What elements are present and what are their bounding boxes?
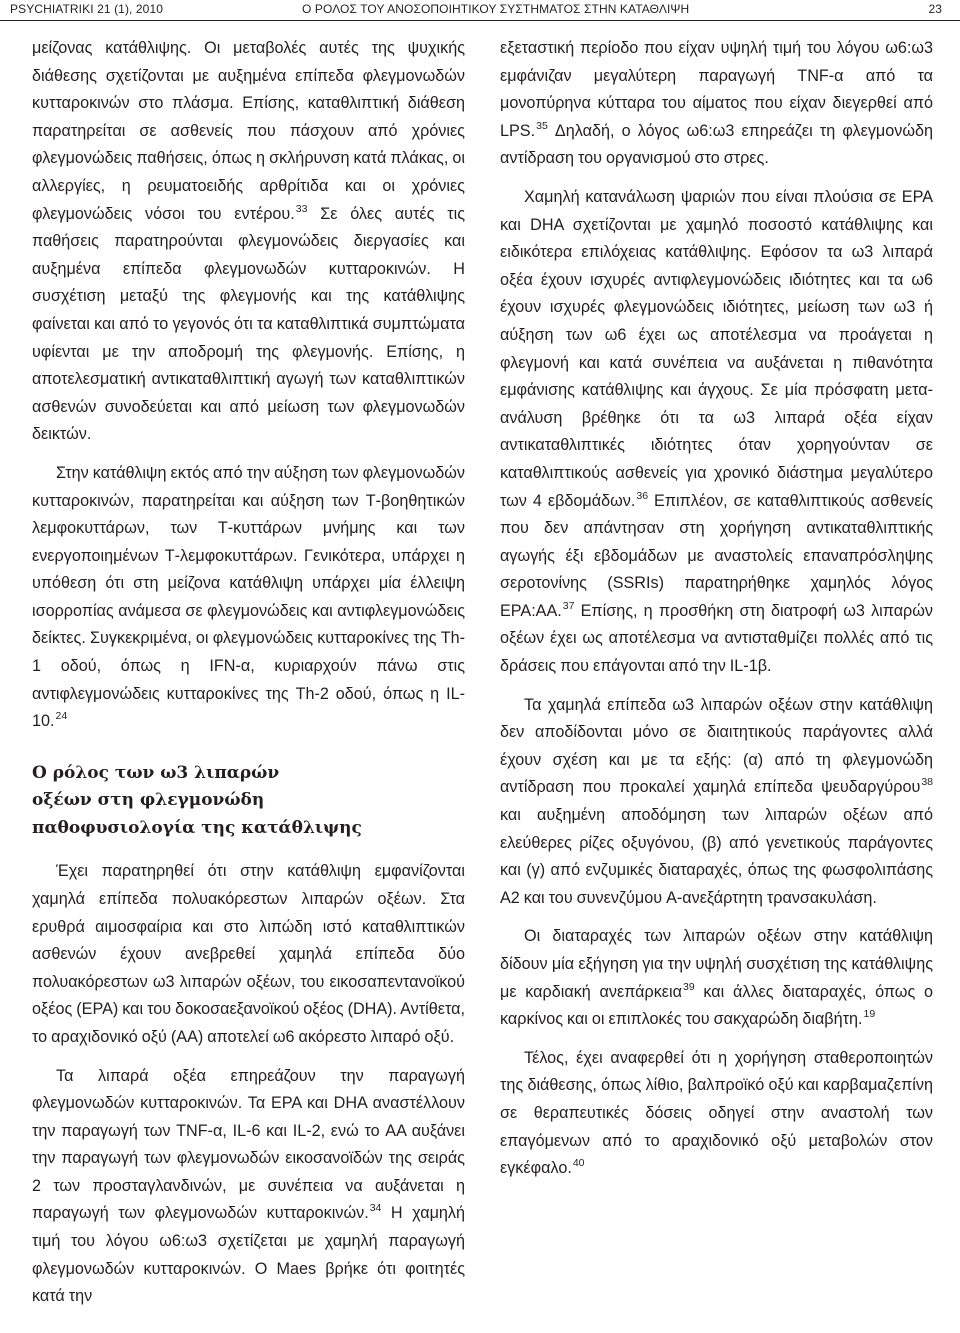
paragraph-exam-stress [500, 35, 933, 173]
citation-ref: 36 [636, 489, 649, 502]
text-segment: Στην κατάθλιψη εκτός από την αύξηση των φλεγμονωδών κυτταροκινών, παρατηρείται και αύξηση των Τ-βοηθητικών λεμφοκυττάρων, των Τ-κυττάρων μνήμης και των ενεργοποιημένων Τ-λεμφοκυττάρων. Γενικότερα, υπάρχει η υπόθεση ότι στη μείζονα κατάθλιψη υπάρχει μία έλλειψη ισορροπίας ανάμεσα σε φλεγμονώδεις και αντιφλεγμονώδεις δείκτες. Συγκεκριμένα, οι φλεγμονώδεις κυτταροκίνες της Th-1 οδού, όπως η IFN-α, κυριαρχούν πάνω στις αντιφλεγμονώδεις κυτταροκίνες της Th-2 οδού, όπως η IL-10. [32, 463, 465, 731]
text-segment: Τα χαμηλά επίπεδα ω3 λιπαρών οξέων στην κατάθλιψη δεν αποδίδονται μόνο σε διαιτητικούς παράγοντες αλλά έχουν σχέση και με τα εξής: (α) από τη φλεγμονώδη αντίδραση που προκαλεί χαμηλά επίπεδα ψευδαργύρου [500, 695, 933, 797]
citation-ref: 34 [369, 1202, 382, 1215]
citation-ref: 40 [572, 1157, 585, 1170]
page-number: 23 [928, 2, 942, 16]
citation-ref: 33 [295, 202, 308, 215]
heading-line: οξέων στη φλεγμονώδη [32, 790, 265, 811]
heading-line: παθοφυσιολογία της κατάθλιψης [32, 817, 362, 838]
section-heading [32, 760, 465, 843]
citation-ref: 38 [921, 776, 933, 789]
citation-ref: 39 [682, 980, 695, 993]
left-column [32, 35, 465, 1311]
right-column [500, 35, 933, 1183]
citation-ref: 24 [55, 710, 68, 723]
paragraph-cytokine-production [32, 1063, 465, 1311]
text-segment: Έχει παρατηρηθεί ότι στην κατάθλιψη εμφανίζονται χαμηλά επίπεδα πολυακόρεστων λιπαρών οξέων. Στα ερυθρά αιμοσφαίρια και στο λιπώδη ιστό καταθλιπτικών ασθενών έχουν ανεβρεθεί χαμηλά επίπεδα δύο πολυακόρεστων ω3 λιπαρών οξέων, του εικοσαπεντανοϊκού οξέος (EPA) και του δοκοσαεξανοϊκού οξέος (DHA). Αντίθετα, το αραχιδονικό οξύ (AA) αποτελεί ω6 ακόρεστο λιπαρό οξύ. [32, 862, 465, 1046]
paragraph-heart-failure [500, 923, 933, 1033]
text-segment: Τέλος, έχει αναφερθεί ότι η χορήγηση σταθεροποιητών της διάθεσης, όπως λίθιο, βαλπροϊκό οξύ και καρβαμαζεπίνη σε θεραπευτικές δόσεις οδηγεί στην αναστολή των επαγόμενων από το αραχιδονικό οξύ μεταβολών στον εγκέφαλο. [500, 1048, 933, 1178]
citation-ref: 35 [536, 119, 548, 132]
text-segment: Τα λιπαρά οξέα επηρεάζουν την παραγωγή φλεγμονωδών κυτταροκινών. Τα EPA και DHA αναστέλλουν την παραγωγή των TNF-α, IL-6 και IL-2, ενώ το AA αυξάνει την παραγωγή των φλεγμονωδών εικοσανοϊδών της σειράς 2 των προσταγλανδινών, με συνέπεια να αυξάνεται η παραγωγή των φλεγμονωδών κυτταροκινών. [32, 1066, 465, 1223]
running-title: Ο ΡΟΛΟΣ ΤΟΥ ΑΝΟΣΟΠΟΙΗΤΙΚΟΥ ΣΥΣΤΗΜΑΤΟΣ ΣΤΗΝ ΚΑΤΑΘΛΙΨΗ [302, 2, 690, 16]
text-segment: Σε όλες αυτές τις παθήσεις παρατηρούνται φλεγμονώδεις διεργασίες και αυξημένα επίπεδα φλεγμονωδών κυτταροκινών. Η συσχέτιση μεταξύ της φλεγμονής και της κατάθλιψης φαίνεται και από το γεγονός ότι τα καταθλιπτικά συμπτώματα υφίενται με την αποδρομή της φλεγμονής. Επίσης, η αποτελεσματική αντικαταθλιπτική αγωγή των καταθλιπτικών ασθενών συνοδεύεται και από μείωση των φλεγμονωδών δεικτών. [32, 204, 465, 444]
text-segment: Οι διαταραχές των λιπαρών οξέων στην κατάθλιψη δίδουν μία εξήγηση για την υψηλή συσχέτιση της κατάθλιψης με καρδιακή ανεπάρκεια [500, 927, 933, 1001]
paragraph-mood-stabilizers [500, 1045, 933, 1183]
text-segment: Δηλαδή, ο λόγος ω6:ω3 επηρεάζει τη φλεγμονώδη αντίδραση του οργανισμού στο στρες. [500, 121, 933, 168]
citation-ref: 37 [562, 599, 575, 612]
text-segment: μείζονας κατάθλιψης. Οι μεταβολές αυτές της ψυχικής διάθεσης σχετίζονται με αυξημένα επίπεδα φλεγμονωδών κυτταροκινών στο πλάσμα. Επίσης, καταθλιπτική διάθεση παρατηρείται σε ασθενείς που πάσχουν από χρόνιες φλεγμονώδεις παθήσεις, όπως η σκλήρυνση κατά πλάκας, οι αλλεργίες, η ρευματοειδής αρθρίτιδα και οι χρόνιες φλεγμονώδεις νόσοι του εντέρου. [32, 39, 465, 223]
running-header [0, 0, 960, 20]
journal-citation: PSYCHIATRIKI 21 (1), 2010 [10, 2, 164, 16]
paragraph-inflammation-depression [32, 35, 465, 449]
text-segment: εξεταστική περίοδο που είχαν υψηλή τιμή του λόγου ω6:ω3 εμφάνιζαν μεγαλύτερη παραγωγή TNF-α από τα μονοπύρηνα κύτταρα του αίματος που είχαν διεγερθεί από LPS. [500, 39, 933, 140]
text-segment: Επιπλέον, σε καταθλιπτικούς ασθενείς που δεν απάντησαν στη χορήγηση αντικαταθλιπτικής αγωγής έξι εβδομάδων με αναστολείς επαναπρόσληψης σεροτονίνης (SSRIs) παρατηρήθηκε χαμηλός λόγος EPA:AA. [500, 491, 933, 620]
heading-line: Ο ρόλος των ω3 λιπαρών [32, 762, 280, 783]
text-segment: Επίσης, η προσθήκη στη διατροφή ω3 λιπαρών οξέων έχει ως αποτέλεσμα να αντισταθμίζει πολλές από τις δράσεις που επάγονται από την IL-1β. [500, 601, 933, 676]
citation-ref: 19 [863, 1008, 876, 1021]
paragraph-t-cells [32, 460, 465, 736]
text-segment: Η χαμηλή τιμή του λόγου ω6:ω3 σχετίζεται με χαμηλή παραγωγή φλεγμονωδών κυτταροκινών. Ο Maes βρήκε ότι φοιτητές κατά την [32, 1204, 466, 1306]
text-segment: και αυξημένη αποδόμηση των λιπαρών οξέων από ελεύθερες ρίζες οξυγόνου, (β) από γενετικούς παράγοντες και (γ) από ενζυμικές διαταραχές, όπως της φωσφολιπάσης A2 και του συνενζύμου A-ανεξάρτητη τρανσακυλάση. [500, 806, 933, 907]
paragraph-low-omega3-causes [500, 692, 933, 913]
paragraph-fish-consumption [500, 184, 933, 681]
text-segment: και άλλες διαταραχές, όπως ο καρκίνος και οι επιπλοκές του σακχαρώδη διαβήτη. [500, 982, 933, 1029]
text-segment: Χαμηλή κατανάλωση ψαριών που είναι πλούσια σε EPA και DHA σχετίζονται με χαμηλό ποσοστό κατάθλιψης και ειδικότερα επιλόχειας κατάθλιψης. Εφόσον τα ω3 λιπαρά οξέα έχουν ισχυρές αντιφλεγμονώδεις ιδιότητες και τα ω6 έχουν ισχυρές φλεγμονώδεις ιδιότητες, μείωση των ω3 ή αύξηση των ω6 έχει ως αποτέλεσμα να προάγεται η φλεγμονή και κατά συνέπεια να αυξάνεται η πιθανότητα εμφάνισης κατάθλιψης και άγχους. Σε μία πρόσφατη μετα-ανάλυση βρέθηκε ότι τα ω3 λιπαρά οξέα είχαν αντικαταθλιπτικές ιδιότητες όταν χορηγούνταν σε καταθλιπτικούς ασθενείς για χρονικό διάστημα μεγαλύτερο των 4 εβδομάδων. [500, 187, 933, 510]
header-divider [0, 20, 960, 21]
paragraph-fatty-acid-levels [32, 858, 465, 1051]
